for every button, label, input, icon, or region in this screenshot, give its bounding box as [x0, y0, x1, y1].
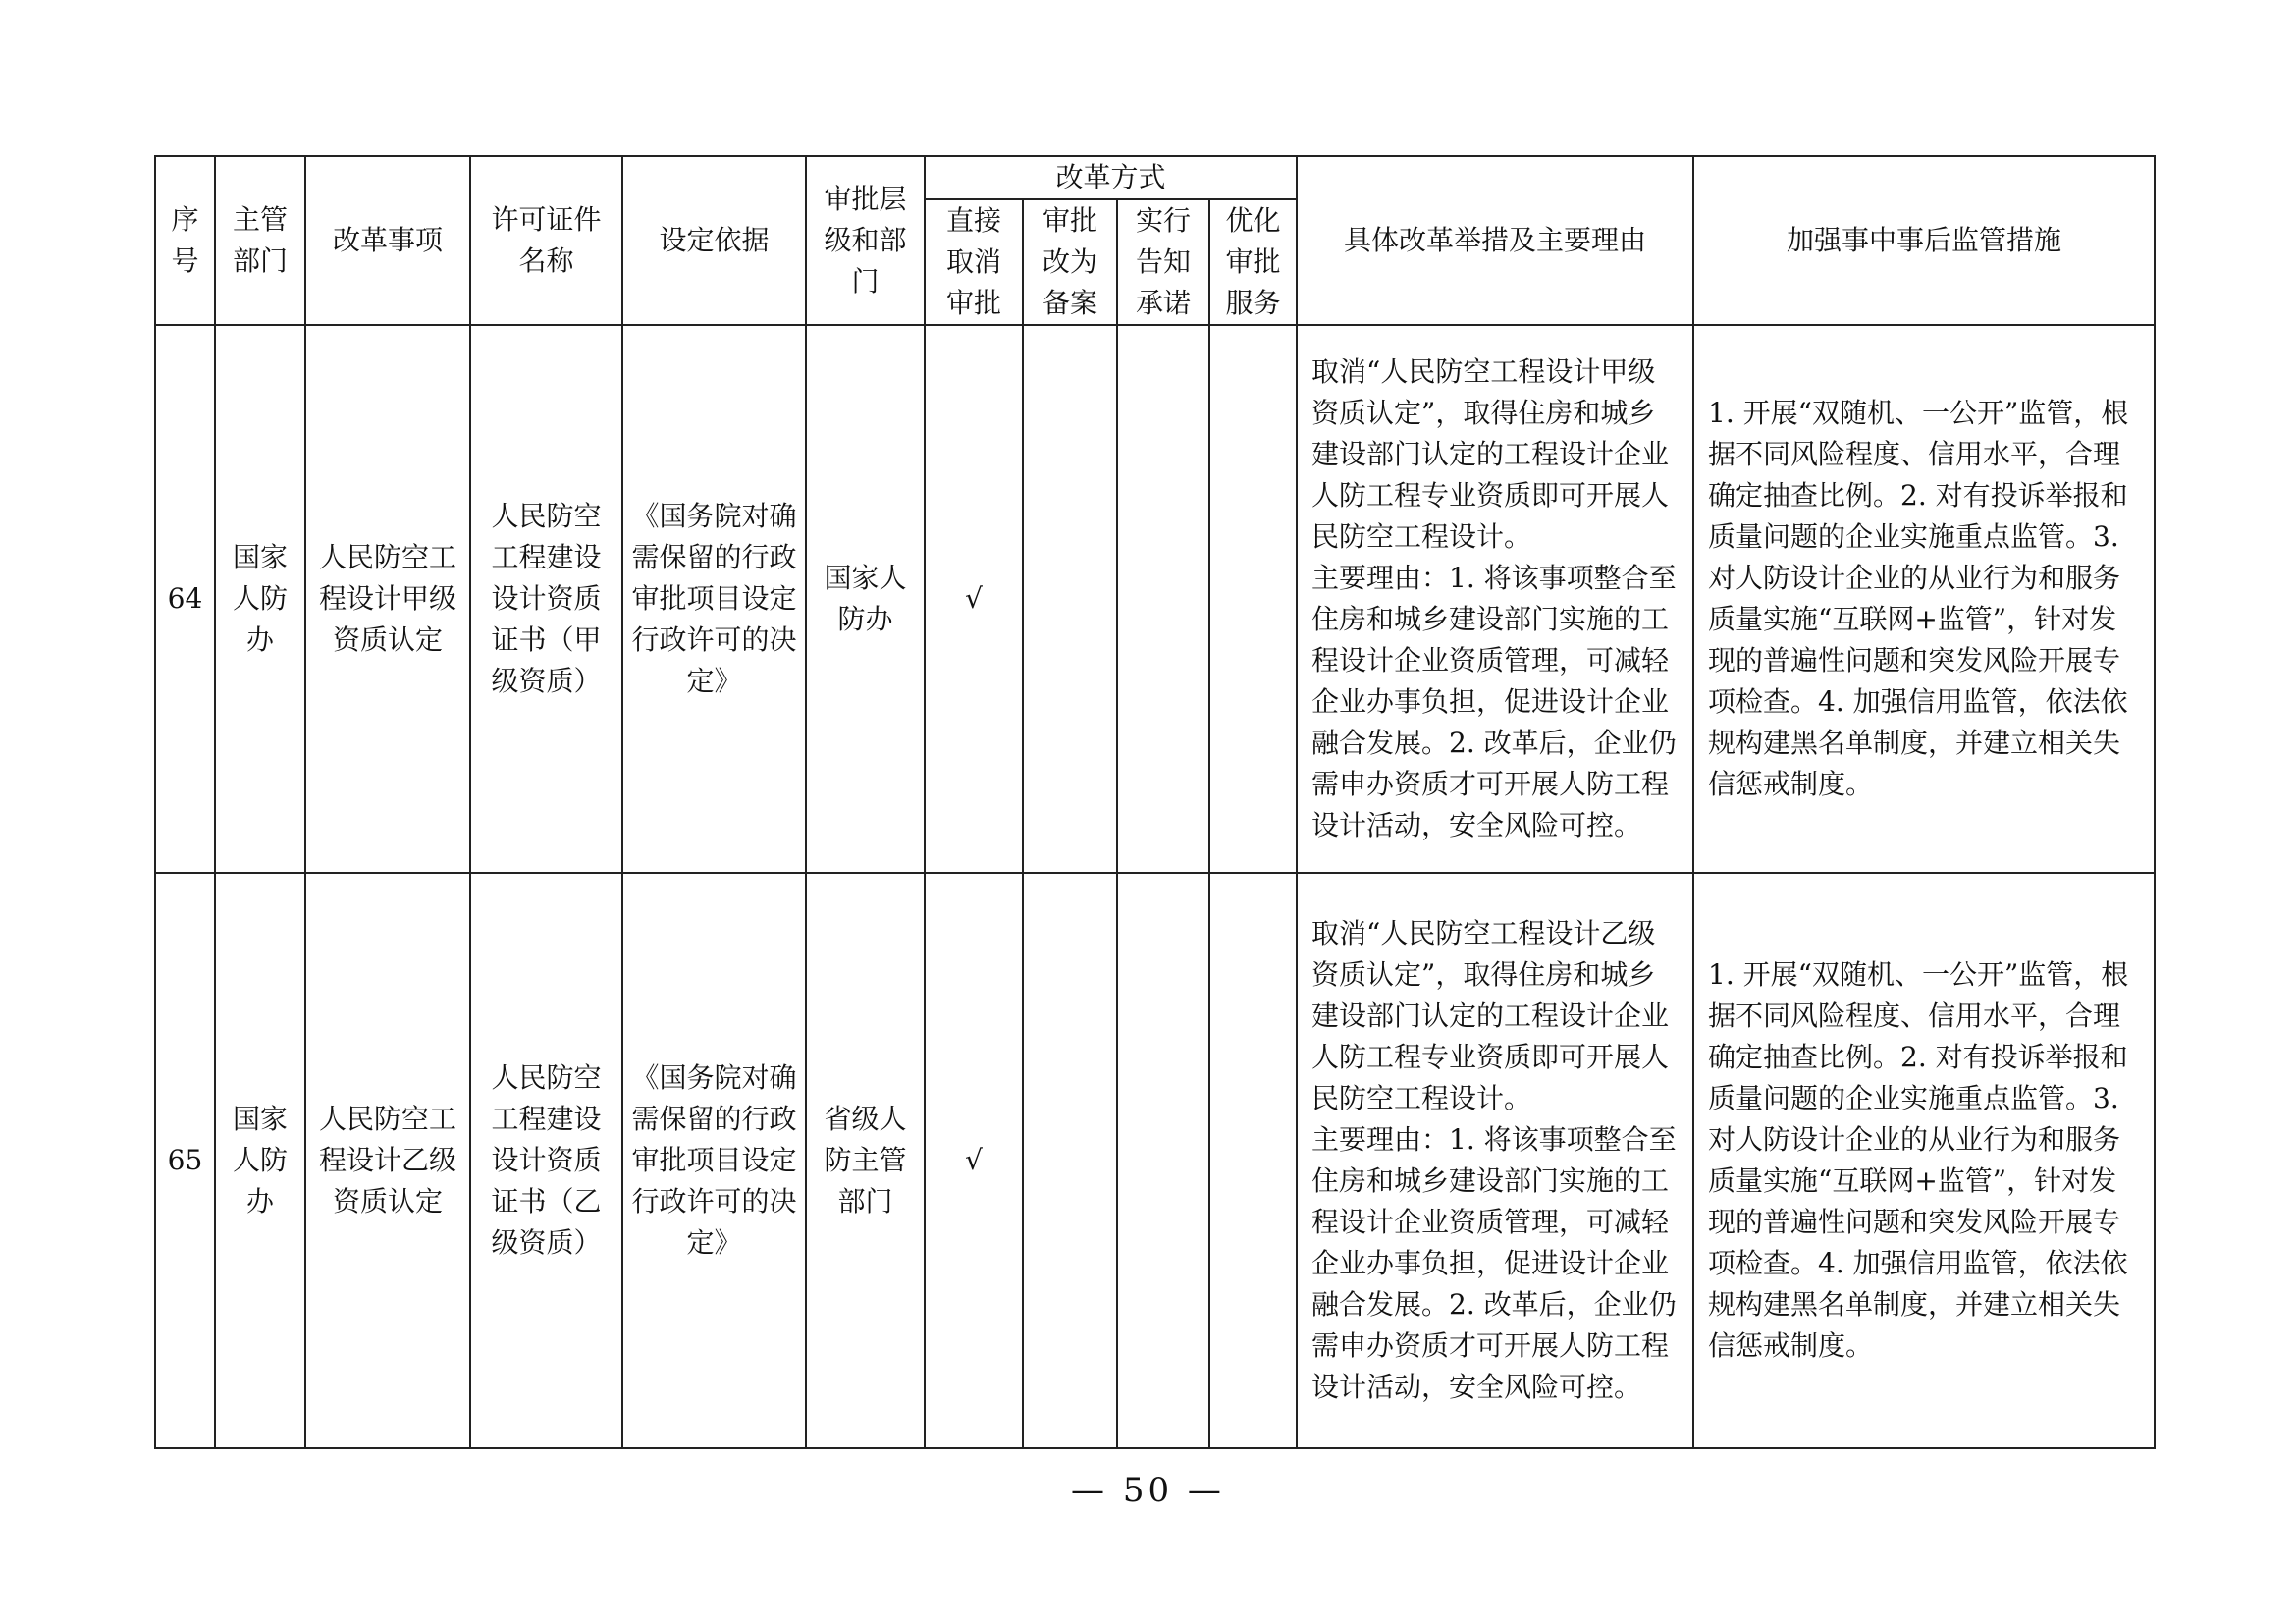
row-method-commitment — [1117, 873, 1209, 1448]
header-level: 审批层级和部门 — [806, 156, 925, 325]
row-measures — [1297, 873, 1693, 1448]
header-seq: 序号 — [155, 156, 215, 325]
header-measures: 具体改革举措及主要理由 — [1297, 156, 1693, 325]
row-cert: 人民防空工程建设设计资质证书（乙级资质） — [470, 873, 622, 1448]
header-method-optimize: 优化审批服务 — [1209, 199, 1297, 325]
header-method-cancel: 直接取消审批 — [925, 199, 1023, 325]
row-method-optimize — [1209, 873, 1297, 1448]
header-row-1 — [155, 156, 2155, 199]
measures-para-1: 取消“人民防空工程设计乙级资质认定”，取得住房和城乡建设部门认定的工程设计企业人防工程专业资质即可开展人民防空工程设计。 — [1311, 917, 1670, 1114]
reform-table — [154, 155, 2156, 1449]
check-mark: √ — [965, 582, 983, 615]
header-method-commitment: 实行告知承诺 — [1117, 199, 1209, 325]
header-method-group: 改革方式 — [925, 156, 1297, 199]
row-method-cancel — [925, 325, 1023, 873]
row-item: 人民防空工程设计乙级资质认定 — [305, 873, 470, 1448]
header-item: 改革事项 — [305, 156, 470, 325]
row-level: 国家人防办 — [806, 325, 925, 873]
check-mark: √ — [965, 1144, 983, 1176]
measures-para-2: 主要理由：1. 将该事项整合至住房和城乡建设部门实施的工程设计企业资质管理，可减轻企业办事负担，促进设计企业融合发展。2. 改革后，企业仍需申办资质才可开展人防工程设计活动，安全风险可控。 — [1311, 562, 1677, 841]
row-dept: 国家人防办 — [215, 325, 305, 873]
row-method-cancel — [925, 873, 1023, 1448]
header-dept: 主管部门 — [215, 156, 305, 325]
row-method-filing — [1023, 325, 1117, 873]
measures-para-1: 取消“人民防空工程设计甲级资质认定”，取得住房和城乡建设部门认定的工程设计企业人防工程专业资质即可开展人民防空工程设计。 — [1311, 355, 1670, 553]
row-method-optimize — [1209, 325, 1297, 873]
row-supervision: 1. 开展“双随机、一公开”监管，根据不同风险程度、信用水平，合理确定抽查比例。2. 对有投诉举报和质量问题的企业实施重点监管。3. 对人防设计企业的从业行为和服务质量实施“互联网+监管”，针对发现的普遍性问题和突发风险开展专项检查。4. 加强信用监管，依法依规构建黑名单制度，并建立相关失信惩戒制度。 — [1693, 873, 2155, 1448]
row-cert: 人民防空工程建设设计资质证书（甲级资质） — [470, 325, 622, 873]
table-row — [155, 873, 2155, 1448]
row-supervision: 1. 开展“双随机、一公开”监管，根据不同风险程度、信用水平，合理确定抽查比例。2. 对有投诉举报和质量问题的企业实施重点监管。3. 对人防设计企业的从业行为和服务质量实施“互联网+监管”，针对发现的普遍性问题和突发风险开展专项检查。4. 加强信用监管，依法依规构建黑名单制度，并建立相关失信惩戒制度。 — [1693, 325, 2155, 873]
row-seq: 65 — [155, 873, 215, 1448]
row-item: 人民防空工程设计甲级资质认定 — [305, 325, 470, 873]
row-method-commitment — [1117, 325, 1209, 873]
table-row — [155, 325, 2155, 873]
row-dept: 国家人防办 — [215, 873, 305, 1448]
header-basis: 设定依据 — [622, 156, 806, 325]
row-method-filing — [1023, 873, 1117, 1448]
row-level: 省级人防主管部门 — [806, 873, 925, 1448]
measures-para-2: 主要理由：1. 将该事项整合至住房和城乡建设部门实施的工程设计企业资质管理，可减轻企业办事负担，促进设计企业融合发展。2. 改革后，企业仍需申办资质才可开展人防工程设计活动，安全风险可控。 — [1311, 1123, 1677, 1403]
page-number: — 50 — — [1071, 1471, 1225, 1510]
row-measures — [1297, 325, 1693, 873]
header-method-filing: 审批改为备案 — [1023, 199, 1117, 325]
header-cert: 许可证件名称 — [470, 156, 622, 325]
header-supervision: 加强事中事后监管措施 — [1693, 156, 2155, 325]
row-basis: 《国务院对确需保留的行政审批项目设定行政许可的决定》 — [622, 325, 806, 873]
row-basis: 《国务院对确需保留的行政审批项目设定行政许可的决定》 — [622, 873, 806, 1448]
row-seq: 64 — [155, 325, 215, 873]
